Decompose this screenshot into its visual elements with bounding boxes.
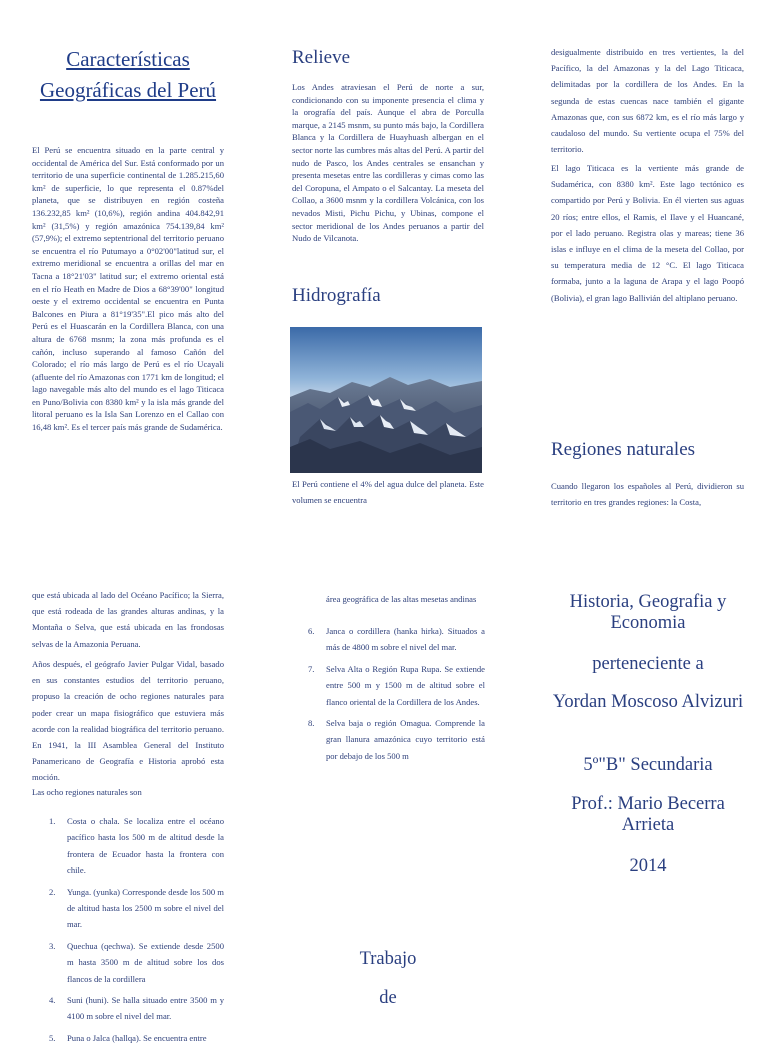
list-item: 6. Janca o cordillera (hanka hirka). Situados a más de 4800 m sobre el nivel del mar.	[308, 626, 485, 653]
cover-grade: 5º"B" Secundaria	[583, 755, 713, 775]
cover-year: 2014	[629, 856, 667, 876]
regiones-heading: Regiones naturales	[551, 439, 696, 460]
mountain-photo	[290, 327, 482, 473]
intro-paragraph: El Perú se encuentra situado en la parte central y occidental de América del Sur. Está conformado por un territorio de una superficie continental de 1.285.215,60 km² de superficie, lo que representa el 0.87%del planeta, que se distribuyen en región costeña 136.232,85 km² (10,6%), región andina 404.842,91 km² (31,5%) y región amazónica 754.139,84 km² (57,9%); el extremo septentrional del territorio peruano se encuentra el río Putumayo a 0°02'00"latitud sur, el extremo meridional se encuentra a orillas del mar en Tacna a 18°21'03" latitud sur; el extremo oriental está en el río Heath en Madre de Dios a 68°39'00" longitud oeste y el extremo occidental se encuentra en Punta Balcones en Piura a 81°19'35".El pico más alto del Perú es el Huascarán en la Cordillera Blanca, con una altura de 6768 msnm; la zona más profunda es el cañón, incluso superando al famoso Cañón del Colorado; el río más largo de Perú es el río Ucayali (afluente del río Amazonas con 1771 km de longitud; el lago navegable más alto del mundo es el lago Titicaca en Puno/Bolivia con 8380 km² y la isla más grande del litoral peruano es la Isla San Lorenzo en el Callao con 16,48 km². Es el tercer país más grande de Sudamérica.	[32, 145, 224, 433]
list-item: 5. Puna o Jalca (hallqa). Se encuentra entre	[49, 1032, 207, 1043]
relieve-paragraph: Los Andes atraviesan el Perú de norte a sur, condicionando con su imponente presencia el clima y la orografía del país. Aunque el abra de Porculla marque, a 2145 msnm, su punto más bajo, la Cordillera Blanca y la Cordillera de Huayhuash albergan en el sector norte las cumbres más altas del Perú. A partir del nudo de Pasco, los Andes centrales se ensanchan y presenta mesetas entre las cordilleras y cimas como las del Coropuna, el Ampato o el Salcantay. La meseta del Collao, a 3600 msnm y la cordillera Volcánica, con los nevados Misti, Pichu Pichu, y Ubinas, compone el sector meridional de los Andes peruanos a partir del Nudo de Vilcanota.	[292, 82, 484, 244]
regions-list-intro: Las ocho regiones naturales son	[32, 787, 142, 797]
hidrografia-paragraph: El Perú contiene el 4% del agua dulce del planeta. Este volumen se encuentra	[292, 479, 484, 506]
cover-belongs: perteneciente a	[592, 654, 704, 674]
cover-author: Yordan Moscoso Alvizuri	[552, 692, 744, 712]
de-label: de	[379, 988, 397, 1008]
puna-continued-text: área geográfica de las altas mesetas andinas	[326, 594, 477, 604]
hidrografia-heading: Hidrografía	[292, 285, 381, 306]
regiones-continued-paragraph: que está ubicada al lado del Océano Pacífico; la Sierra, que está rodeada de las grandes alturas andinas, y la Montaña o Selva, que está ubicada en las frondosas selvas de la Amazonia Peruana.	[32, 590, 224, 649]
list-item: 4. Suni (huni). Se halla situado entre 3500 m y 4100 m sobre el nivel del mar.	[49, 995, 224, 1022]
regions-list-part1	[49, 813, 224, 1051]
titicaca-paragraph: El lago Titicaca es la vertiente más grande de Sudamérica, con 8380 km². Este lago tectónico es compartido por Perú y Bolivia. En él vierten sus aguas 20 ríos; entre ellos, el Ramis, el Ilave y el Huancané, por el lado peruano. Registra olas y mareas; tiene 36 islas e influye en el clima de la meseta del Collao, por su temperatura media de 12 °C. El lago Titicaca formaba, junto a la laguna de Arapa y el lago Poopó (Bolivia), el gran lago Ballivián del altiplano peruano.	[551, 163, 744, 303]
hidro-continued-paragraph: desigualmente distribuido en tres vertientes, la del Pacífico, la del Amazonas y la del Lago Titicaca, delimitadas por la cordillera de los Andes. En la segunda de estas cuencas nace también el gigante Amazonas que, con sus 6872 km, es el río más largo y caudaloso del mundo. Su vertiente ocupa el 75% del territorio.	[551, 47, 744, 155]
list-item: 2. Yunga. (yunka) Corresponde desde los 500 m de altitud hasta los 2500 m sobre el nivel del mar.	[49, 886, 224, 930]
regions-list-part2	[308, 623, 485, 769]
list-item: 3. Quechua (qechwa). Se extiende desde 2500 m hasta 3500 m de altitud sobre los dos flancos de la cordillera	[49, 940, 224, 984]
list-item: 8. Selva baja o región Omagua. Comprende la gran llanura amazónica cuyo territorio está por debajo de los 500 m	[308, 718, 485, 761]
regiones-paragraph: Cuando llegaron los españoles al Perú, dividieron su territorio en tres grandes regiones: la Costa,	[551, 481, 744, 508]
pulgar-vidal-paragraph: Años después, el geógrafo Javier Pulgar Vidal, basado en sus constantes estudios del territorio peruano, propuso la creación de ocho regiones naturales para poder crear un mapa fisiográfico que estuviera más acorde con la realidad biográfica del territorio peruano. En 1941, la III Asamblea General del Instituto Panamericano de Geografía e Historia aprobó esta moción.	[32, 659, 224, 783]
cover-teacher: Prof.: Mario Becerra Arrieta	[571, 794, 725, 835]
list-item: 7. Selva Alta o Región Rupa Rupa. Se extiende entre 500 m y 1500 m de altitud sobre el flanco oriental de la Cordillera de los Andes.	[308, 663, 485, 707]
mountain-photo-icon	[290, 327, 482, 473]
page-title: Características Geográficas del Perú	[39, 47, 217, 102]
relieve-heading: Relieve	[292, 47, 351, 68]
list-item: 1. Costa o chala. Se localiza entre el océano pacífico hasta los 500 m de altitud desde la frontera de Ecuador hasta la frontera con chile.	[49, 816, 224, 876]
trabajo-label: Trabajo	[359, 949, 417, 969]
cover-subject: Historia, Geografia y Economia	[569, 592, 727, 633]
